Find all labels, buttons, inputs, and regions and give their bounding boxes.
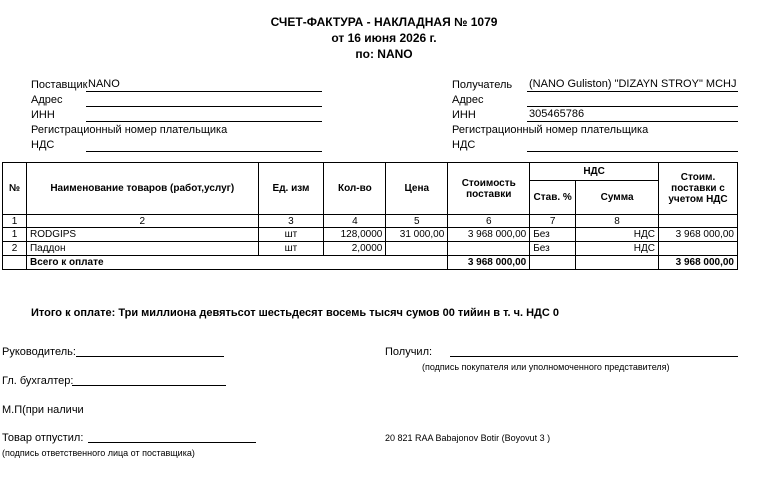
accountant-label: Гл. бухгалтер: xyxy=(2,375,74,387)
row-unit: шт xyxy=(258,228,324,242)
row-num: 1 xyxy=(3,228,27,242)
row-num: 2 xyxy=(3,242,27,256)
supplier-address-line xyxy=(86,93,322,107)
header-qty: Кол-во xyxy=(324,163,386,215)
row-nds-rate: Без xyxy=(530,228,576,242)
stamp-label: М.П(при наличи xyxy=(2,404,84,416)
released-label: Товар отпустил: xyxy=(2,432,84,444)
supplier-value: NANO xyxy=(86,78,322,92)
row-total: 3 968 000,00 xyxy=(659,228,738,242)
header-price: Цена xyxy=(386,163,448,215)
supplier-inn-label: ИНН xyxy=(31,109,55,121)
row-nds-sum: НДС xyxy=(576,228,659,242)
supplier-nds-line xyxy=(86,138,322,152)
released-signature-line xyxy=(88,431,256,443)
row-unit: шт xyxy=(258,242,324,256)
row-qty: 2,0000 xyxy=(324,242,386,256)
recipient-inn-value: 305465786 xyxy=(527,108,738,122)
released-note: (подпись ответственного лица от поставщика) xyxy=(2,448,195,458)
supplier-label: Поставщик xyxy=(31,79,88,91)
invoice-date: от 16 июня 2026 г. xyxy=(331,31,437,45)
table-footer-row xyxy=(3,256,738,270)
row-nds-sum: НДС xyxy=(576,242,659,256)
footer-label: Всего к оплате xyxy=(26,256,447,270)
courier-info: 20 821 RAA Babajonov Botir (Boyovut 3 ) xyxy=(385,433,551,443)
supplier-inn-line xyxy=(86,108,322,122)
invoice-table xyxy=(2,162,738,270)
table-row xyxy=(3,228,738,242)
row-price: 31 000,00 xyxy=(386,228,448,242)
row-cost xyxy=(448,242,530,256)
received-note: (подпись покупателя или уполномоченного представителя) xyxy=(422,362,670,372)
row-cost: 3 968 000,00 xyxy=(448,228,530,242)
invoice-by: по: NANO xyxy=(355,47,413,61)
col-number: 6 xyxy=(448,215,530,228)
col-number: 7 xyxy=(530,215,576,228)
accountant-signature-line xyxy=(72,374,226,386)
received-signature-line xyxy=(450,345,738,357)
header-cost: Стоимость поставки xyxy=(448,163,530,215)
recipient-address-label: Адрес xyxy=(452,94,484,106)
supplier-nds-label: НДС xyxy=(31,139,55,151)
col-number: 5 xyxy=(386,215,448,228)
table-row xyxy=(3,242,738,256)
row-total xyxy=(659,242,738,256)
recipient-label: Получатель xyxy=(452,79,513,91)
col-number: 4 xyxy=(324,215,386,228)
recipient-address-line xyxy=(527,93,738,107)
row-price xyxy=(386,242,448,256)
supplier-reg-label: Регистрационный номер плательщика xyxy=(31,124,228,136)
header-unit: Ед. изм xyxy=(258,163,324,215)
row-name: RODGIPS xyxy=(26,228,258,242)
row-nds-rate: Без xyxy=(530,242,576,256)
header-num: № xyxy=(3,163,27,215)
recipient-nds-label: НДС xyxy=(452,139,476,151)
recipient-reg-label: Регистрационный номер плательщика xyxy=(452,124,649,136)
col-number: 3 xyxy=(258,215,324,228)
col-number: 8 xyxy=(576,215,659,228)
invoice-title: СЧЕТ-ФАКТУРА - НАКЛАДНАЯ № 1079 xyxy=(270,15,498,29)
header-nds-sum: Сумма xyxy=(576,181,659,215)
director-label: Руководитель: xyxy=(2,346,76,358)
footer-cost: 3 968 000,00 xyxy=(448,256,530,270)
col-number xyxy=(659,215,738,228)
col-number: 2 xyxy=(26,215,258,228)
col-number: 1 xyxy=(3,215,27,228)
row-qty: 128,0000 xyxy=(324,228,386,242)
footer-total: 3 968 000,00 xyxy=(659,256,738,270)
recipient-value: (NANO Guliston) "DIZAYN STROY" MCHJ xyxy=(529,78,737,90)
received-label: Получил: xyxy=(385,346,433,358)
supplier-address-label: Адрес xyxy=(31,94,63,106)
header-nds: НДС xyxy=(530,163,659,181)
header-name: Наименование товаров (работ,услуг) xyxy=(26,163,258,215)
recipient-nds-line xyxy=(527,138,738,152)
row-name: Паддон xyxy=(26,242,258,256)
recipient-inn-label: ИНН xyxy=(452,109,476,121)
header-total: Стоим. поставки с учетом НДС xyxy=(659,163,738,215)
director-signature-line xyxy=(76,345,224,357)
total-in-words: Итого к оплате: Три миллиона девятьсот шестьдесят восемь тысяч сумов 00 тийин в т. ч. НДС 0 xyxy=(31,307,560,319)
header-nds-rate: Став. % xyxy=(530,181,576,215)
